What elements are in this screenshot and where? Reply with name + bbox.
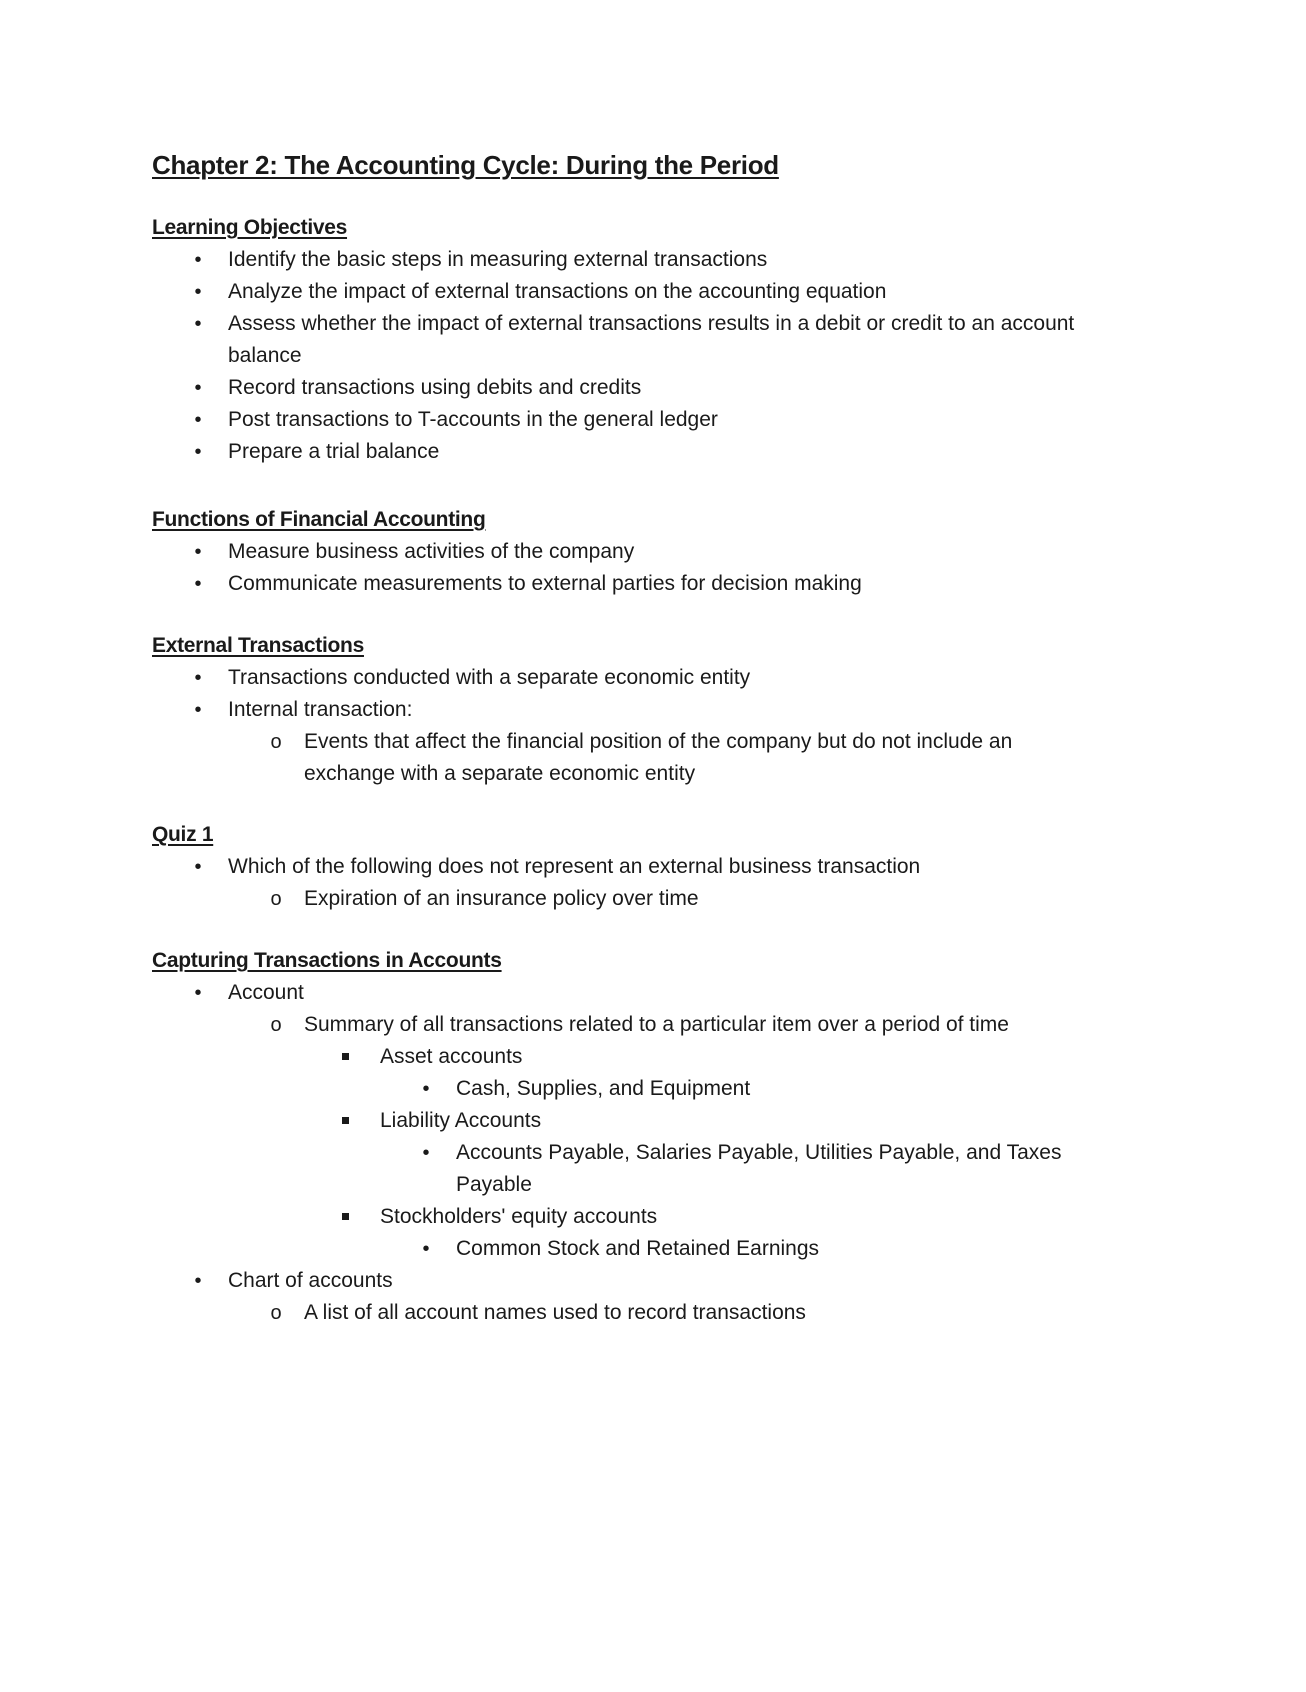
bullet-marker: • <box>422 1078 430 1100</box>
list-item: • Which of the following does not represent an external business transaction o Expiration of an insurance policy over time <box>152 851 1152 915</box>
list-item: • Analyze the impact of external transactions on the accounting equation <box>152 276 1152 308</box>
list-item: o Summary of all transactions related to a particular item over a period of time Asset accounts • Cash, Supplies, and Equipment Liability Accounts • Accounts Payable, Salaries Payable, Utilities Payable, and Taxes Payable Stockholders' equity accounts • Common Stock and Retained Earnings <box>228 1009 1152 1265</box>
bullet-marker: • <box>194 573 202 595</box>
list-item: • Identify the basic steps in measuring external transactions <box>152 244 1152 276</box>
bullet-marker: • <box>194 313 202 335</box>
list-item: • Accounts Payable, Salaries Payable, Utilities Payable, and Taxes Payable <box>380 1137 1152 1201</box>
section-external-transactions <box>152 632 1152 790</box>
bullet-list <box>152 851 1152 915</box>
circle-marker: o <box>270 888 282 910</box>
list-item: • Account o Summary of all transactions related to a particular item over a period of time Asset accounts • Cash, Supplies, and Equipment Liability Accounts • Accounts Payable, Salaries Payable, Utilities Payable, and Taxes Payable Stockholders' equity accounts • Common Stock and Retained Earnings <box>152 977 1152 1265</box>
sub-list <box>380 1073 1152 1105</box>
bullet-marker: • <box>422 1238 430 1260</box>
list-item: • Measure business activities of the company <box>152 536 1152 568</box>
list-item: • Internal transaction: o Events that affect the financial position of the company but do not include an exchange with a separate economic entity <box>152 694 1152 790</box>
sub-list <box>228 1297 1152 1329</box>
bullet-marker: • <box>422 1142 430 1164</box>
square-marker <box>342 1117 349 1124</box>
list-item: o Events that affect the financial position of the company but do not include an exchange with a separate economic entity <box>228 726 1152 790</box>
list-item: o A list of all account names used to record transactions <box>228 1297 1152 1329</box>
bullet-list <box>152 977 1152 1329</box>
section-heading: Functions of Financial Accounting <box>152 508 486 531</box>
sub-list <box>380 1137 1152 1201</box>
bullet-marker: • <box>194 377 202 399</box>
list-item: • Post transactions to T-accounts in the general ledger <box>152 404 1152 436</box>
page-title: Chapter 2: The Accounting Cycle: During the Period <box>152 150 779 180</box>
section-functions <box>152 506 1152 600</box>
sub-list <box>304 1041 1152 1265</box>
list-item: Stockholders' equity accounts • Common Stock and Retained Earnings <box>304 1201 1152 1265</box>
bullet-marker: • <box>194 541 202 563</box>
section-capturing-transactions <box>152 947 1152 1329</box>
list-item: Liability Accounts • Accounts Payable, Salaries Payable, Utilities Payable, and Taxes Payable <box>304 1105 1152 1201</box>
bullet-marker: • <box>194 699 202 721</box>
bullet-list <box>152 244 1152 468</box>
bullet-marker: • <box>194 281 202 303</box>
list-item: • Common Stock and Retained Earnings <box>380 1233 1152 1265</box>
list-item: • Record transactions using debits and credits <box>152 372 1152 404</box>
circle-marker: o <box>270 731 282 753</box>
bullet-marker: • <box>194 982 202 1004</box>
section-quiz <box>152 821 1152 915</box>
list-item: • Chart of accounts o A list of all account names used to record transactions <box>152 1265 1152 1329</box>
list-item: • Prepare a trial balance <box>152 436 1152 468</box>
bullet-marker: • <box>194 856 202 878</box>
square-marker <box>342 1053 349 1060</box>
bullet-marker: • <box>194 409 202 431</box>
sub-list <box>380 1233 1152 1265</box>
section-heading: Capturing Transactions in Accounts <box>152 949 502 972</box>
list-item: • Assess whether the impact of external transactions results in a debit or credit to an account balance <box>152 308 1152 372</box>
circle-marker: o <box>270 1302 282 1324</box>
list-item: • Communicate measurements to external parties for decision making <box>152 568 1152 600</box>
section-learning-objectives <box>152 214 1152 468</box>
bullet-marker: • <box>194 1270 202 1292</box>
list-item: • Cash, Supplies, and Equipment <box>380 1073 1152 1105</box>
list-item: Asset accounts • Cash, Supplies, and Equipment <box>304 1041 1152 1105</box>
bullet-marker: • <box>194 249 202 271</box>
list-item: • Transactions conducted with a separate economic entity <box>152 662 1152 694</box>
bullet-marker: • <box>194 667 202 689</box>
sub-list <box>228 726 1152 790</box>
bullet-marker: • <box>194 441 202 463</box>
list-item: o Expiration of an insurance policy over time <box>228 883 1152 915</box>
sub-list <box>228 883 1152 915</box>
section-heading: External Transactions <box>152 634 364 657</box>
bullet-list <box>152 536 1152 600</box>
bullet-list <box>152 662 1152 790</box>
section-heading: Quiz 1 <box>152 823 214 846</box>
circle-marker: o <box>270 1014 282 1036</box>
square-marker <box>342 1213 349 1220</box>
section-heading: Learning Objectives <box>152 216 348 239</box>
sub-list <box>228 1009 1152 1265</box>
